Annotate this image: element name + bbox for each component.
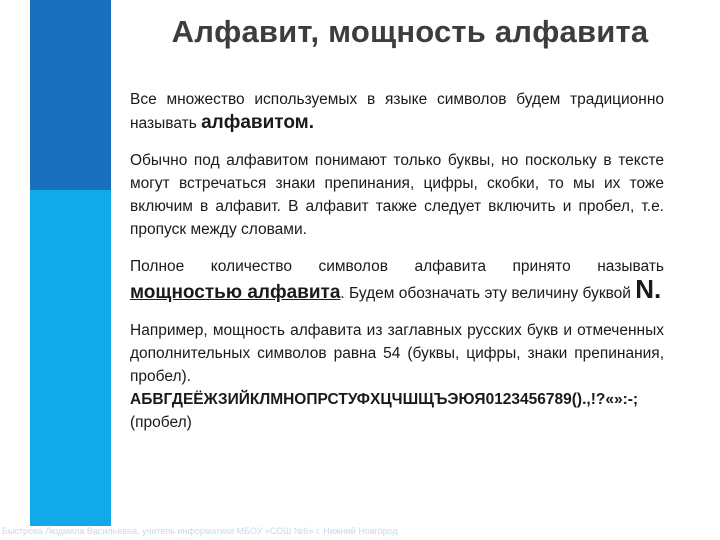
example-text: Например, мощность алфавита из заглавных русских букв и отмеченных дополнительных символов равна 54 (буквы, цифры, знаки препинания, пробел).: [130, 322, 664, 385]
paragraph-alphabet-definition: [130, 88, 664, 135]
accent-bar-top: [30, 0, 111, 190]
accent-bar-bottom: [30, 190, 111, 526]
paragraph-end: .: [308, 112, 315, 133]
term-alphabet: алфавитом: [201, 112, 309, 133]
slide-title: Алфавит, мощность алфавита: [171, 14, 649, 49]
paragraph-example: [130, 319, 664, 434]
footer-author: Быстрова Людмила Васильевна, учитель информатики МБОУ «СОШ №6» г. Нижний Новгород: [2, 526, 398, 536]
slide-content: [130, 88, 664, 448]
paragraph-text: . Будем обозначать эту величину буквой: [340, 285, 636, 302]
example-charset: АБВГДЕЁЖЗИЙКЛМНОПРСТУФХЦЧШЩЪЭЮЯ0123456789().,!?«»:-;: [130, 391, 639, 408]
example-space-label: (пробел): [130, 414, 192, 431]
paragraph-alphabet-contents: Обычно под алфавитом понимают только буквы, но поскольку в тексте могут встречаться знаки препинания, цифры, скобки, то мы их тоже включим в алфавит. В алфавит также следует включить и пробел, т.е. пропуск между словами.: [130, 152, 664, 238]
term-alphabet-power: мощностью алфавита: [130, 282, 341, 303]
paragraph-text: Все множество используемых в языке символов будем традиционно называть: [130, 91, 664, 132]
letter-n: N.: [635, 274, 662, 304]
paragraph-text: Полное количество символов алфавита принято называть: [130, 258, 664, 275]
paragraph-alphabet-power: [130, 255, 664, 305]
